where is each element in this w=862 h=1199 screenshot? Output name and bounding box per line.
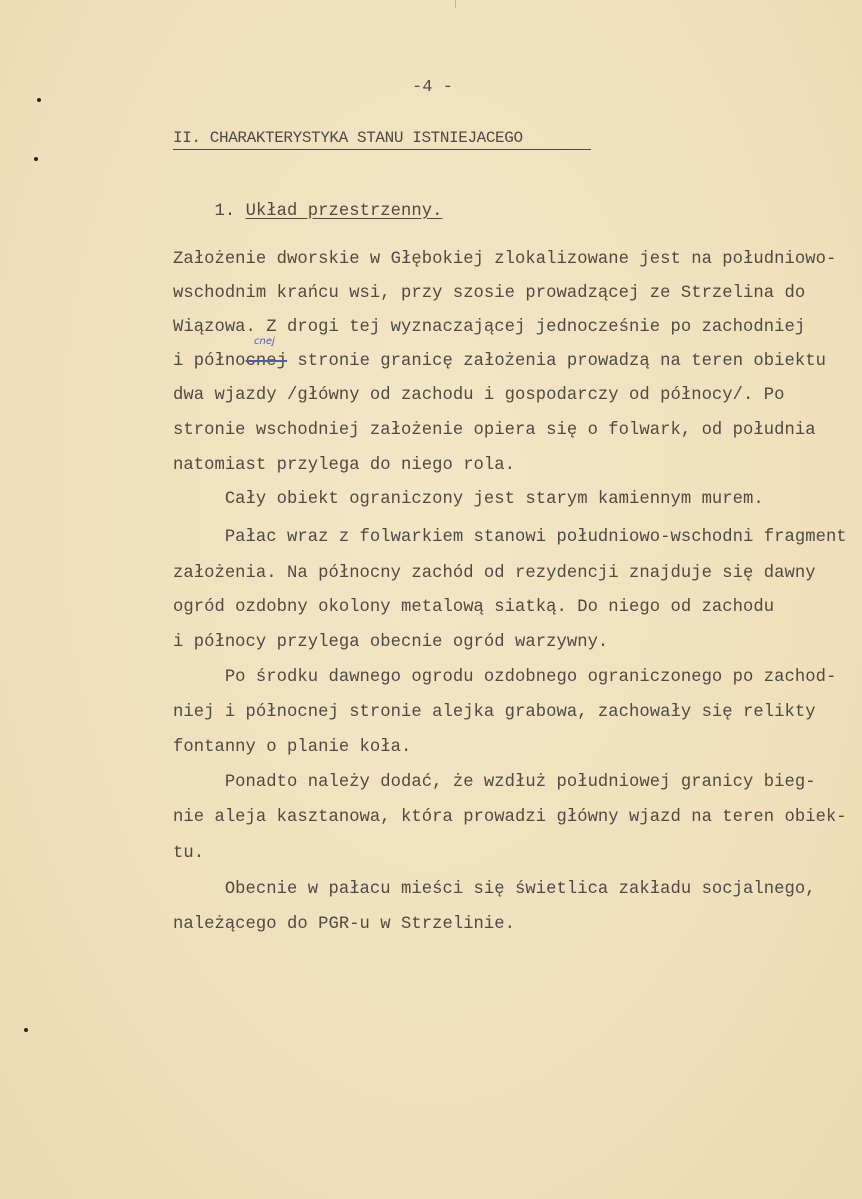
line-text: stronie granicę założenia prowadzą na teren obiektu: [287, 352, 826, 371]
subsection-title: Układ przestrzenny.: [245, 202, 443, 221]
section-heading: II. CHARAKTERYSTYKA STANU ISTNIEJACEGO: [173, 128, 591, 150]
handwritten-correction: cnej: [254, 336, 275, 347]
body-line: Cały obiekt ograniczony jest starym kamiennym murem.: [173, 490, 764, 509]
punch-mark: [34, 157, 38, 161]
subsection-heading: [173, 182, 443, 242]
page-number: -4 -: [412, 78, 454, 97]
struck-text: cnej: [245, 352, 288, 371]
body-line: ogród ozdobny okolony metalową siatką. Do niego od zachodu: [173, 598, 775, 617]
body-line: Ponadto należy dodać, że wzdłuż południowej granicy bieg-: [173, 773, 816, 792]
body-line: fontanny o planie koła.: [173, 738, 412, 757]
punch-mark: [37, 98, 41, 102]
body-line: należącego do PGR-u w Strzelinie.: [173, 915, 516, 934]
body-line: niej i północnej stronie alejka grabowa, zachowały się relikty: [173, 703, 816, 722]
body-line: stronie wschodniej założenie opiera się o folwark, od południa: [173, 421, 816, 440]
body-line: Wiązowa. Z drogi tej wyznaczającej jednocześnie po zachodniej: [173, 318, 806, 337]
punch-mark: [24, 1028, 28, 1032]
body-line: założenia. Na północny zachód od rezydencji znajduje się dawny: [173, 564, 816, 583]
body-line: nie aleja kasztanowa, która prowadzi główny wjazd na teren obiek-: [173, 808, 847, 827]
subsection-number: 1.: [214, 202, 236, 221]
body-line: Po środku dawnego ogrodu ozdobnego ograniczonego po zachod-: [173, 668, 837, 687]
body-line: i północy przylega obecnie ogród warzywny.: [173, 633, 609, 652]
body-line: [173, 352, 826, 372]
body-line: Pałac wraz z folwarkiem stanowi południowo-wschodni fragment: [173, 528, 847, 547]
body-line: natomiast przylega do niego rola.: [173, 456, 516, 475]
body-line: tu.: [173, 844, 205, 863]
body-line: dwa wjazdy /główny od zachodu i gospodarczy od północy/. Po: [173, 386, 785, 405]
fold-mark: [455, 0, 456, 8]
body-line: Założenie dworskie w Głębokiej zlokalizowane jest na południowo-: [173, 250, 837, 269]
line-text: i półno: [173, 352, 246, 371]
body-line: Obecnie w pałacu mieści się świetlica zakładu socjalnego,: [173, 880, 816, 899]
body-line: wschodnim krańcu wsi, przy szosie prowadzącej ze Strzelina do: [173, 284, 806, 303]
